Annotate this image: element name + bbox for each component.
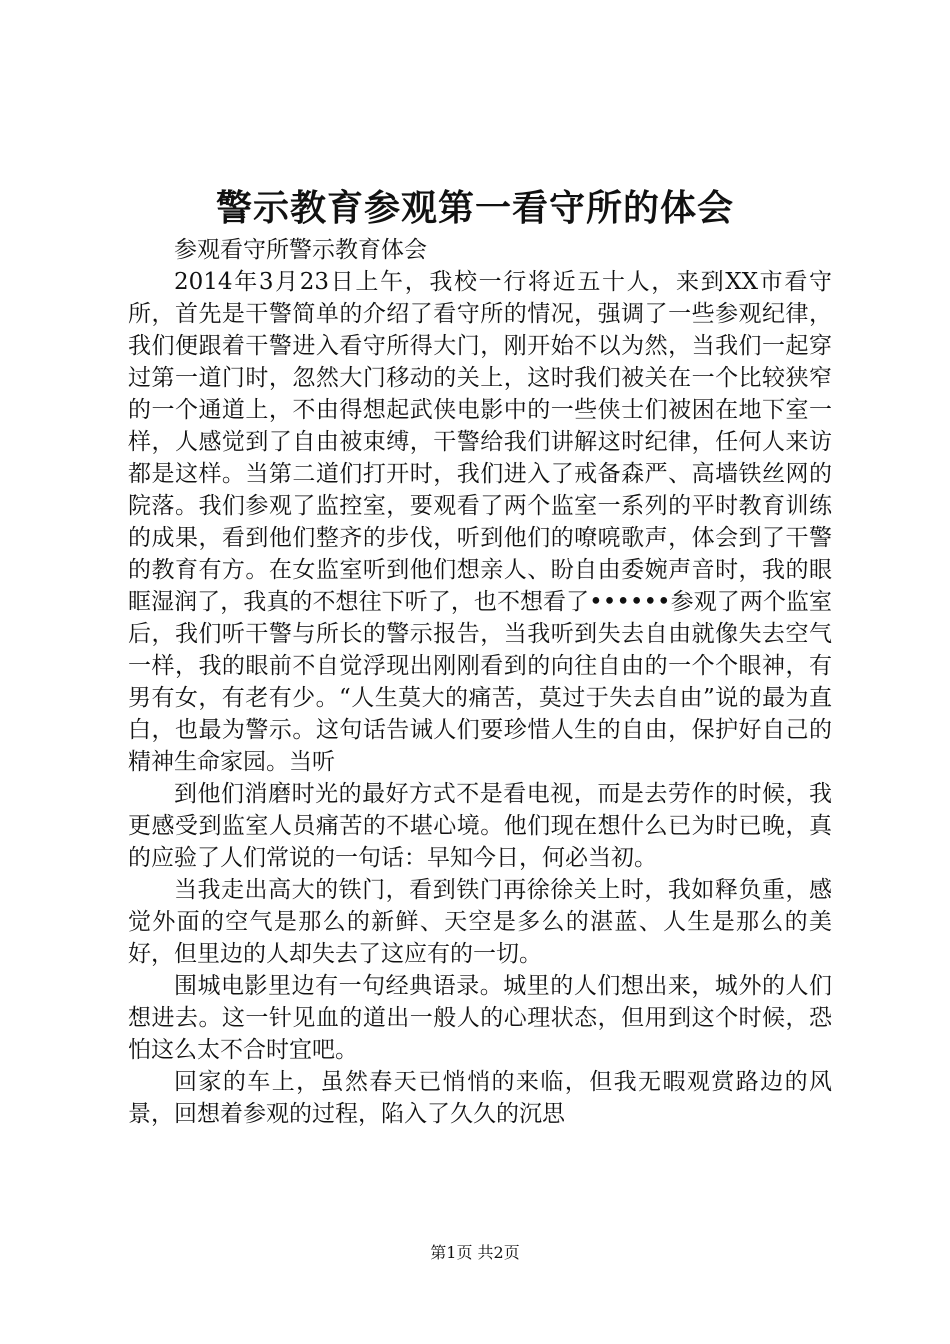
document-body [128,234,832,1130]
paragraph-ride-home: 回家的车上，虽然春天已悄悄的来临，但我无暇观赏路边的风景，回想着参观的过程，陷入了久久的沉思 [128,1069,832,1127]
paragraph-subtitle: 参观看守所警示教育体会 [174,237,427,263]
paragraph-labor-reflection: 到他们消磨时光的最好方式不是看电视，而是去劳作的时候，我更感受到监室人员痛苦的不堪心境。他们现在想什么已为时已晚，真的应验了人们常说的一句话：早知今日，何必当初。 [128,781,832,871]
page-number-footer: 第1页 共2页 [430,1243,520,1262]
paragraph-visit-account: 2014年3月23日上午，我校一行将近五十人，来到XX市看守所，首先是干警简单的介绍了看守所的情况，强调了一些参观纪律，我们便跟着干警进入看守所得大门，刚开始不以为然，当我们一起穿过第一道门时，忽然大门移动的关上，这时我们被关在一个比较狭窄的一个通道上，不由得想起武侠电影中的一些侠士们被困在地下室一样，人感觉到了自由被束缚，干警给我们讲解这时纪律，任何人来访都是这样。当第二道们打开时，我们进入了戒备森严、高墙铁丝网的院落。我们参观了监控室，要观看了两个监室一系列的平时教育训练的成果，看到他们整齐的步伐，听到他们的嘹喨歌声，体会到了干警的教育有方。在女监室听到他们想亲人、盼自由委婉声音时，我的眼眶湿润了，我真的不想往下听了，也不想看了••••••参观了两个监室后，我们听干警与所长的警示报告，当我听到失去自由就像失去空气一样，我的眼前不自觉浮现出刚刚看到的向往自由的一个个眼神，有男有女，有老有少。“人生莫大的痛苦，莫过于失去自由”说的最为直白，也最为警示。这句话告诫人们要珍惜人生的自由，保护好自己的精神生命家园。当听 [128,269,832,775]
paragraph-leaving-gate: 当我走出高大的铁门，看到铁门再徐徐关上时，我如释负重，感觉外面的空气是那么的新鲜、天空是多么的湛蓝、人生是那么的美好，但里边的人却失去了这应有的一切。 [128,877,832,967]
document-title: 警示教育参观第一看守所的体会 [215,187,734,229]
paragraph-fortress-besieged-quote: 围城电影里边有一句经典语录。城里的人们想出来，城外的人们想进去。这一针见血的道出一般人的心理状态，但用到这个时候，恐怕这么太不合时宜吧。 [128,973,832,1063]
